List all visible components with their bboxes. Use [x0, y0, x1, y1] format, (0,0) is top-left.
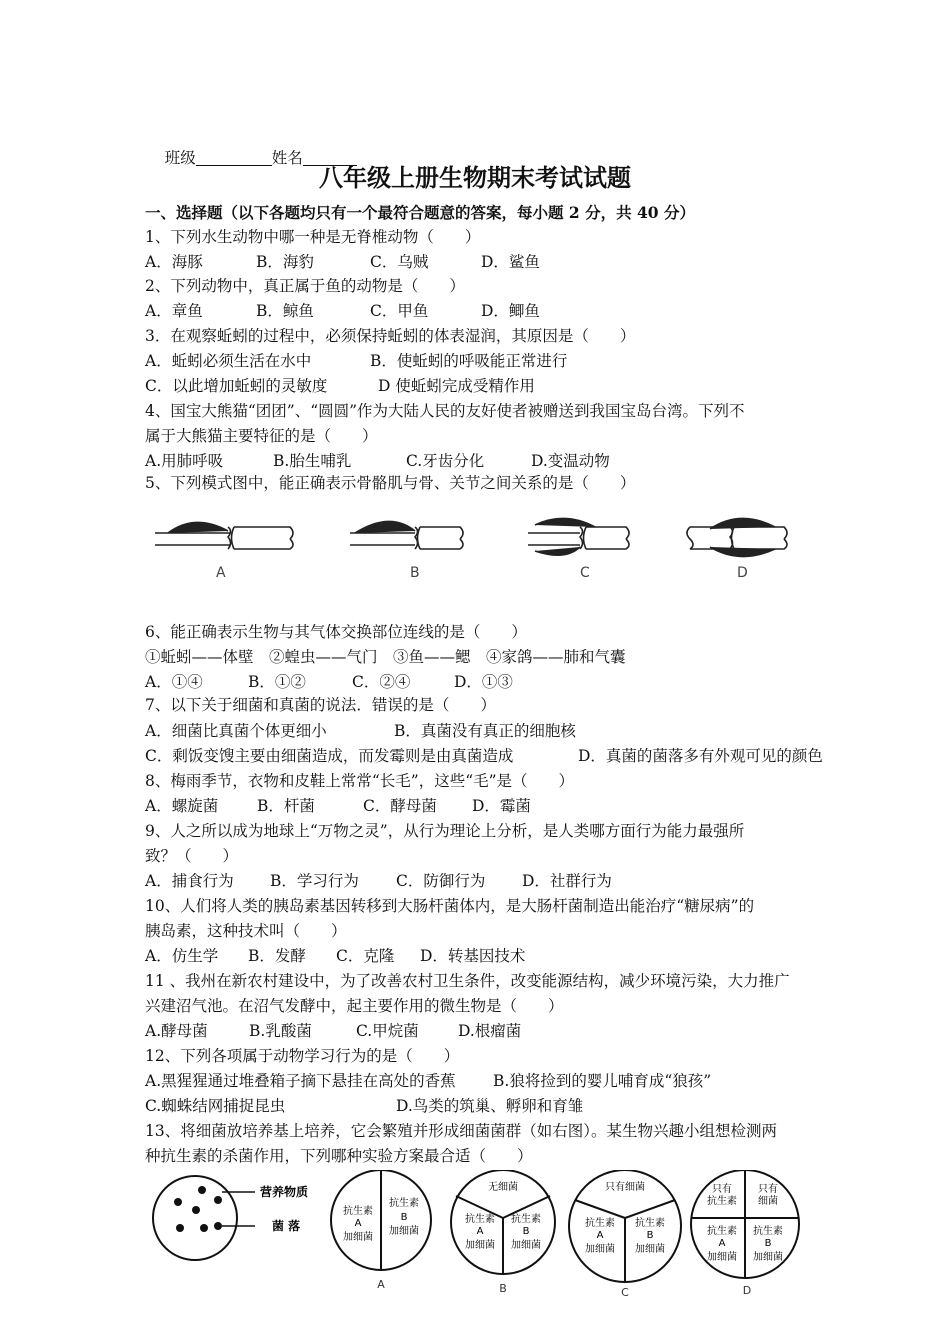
q2-option-c: C．甲鱼	[370, 302, 429, 320]
q2-option-a: A．章鱼	[145, 302, 203, 320]
q11-option-c: C.甲烷菌	[356, 1022, 419, 1040]
q3-stem: 3．在观察蚯蚓的过程中，必须保持蚯蚓的体表湿润，其原因是（ ）	[145, 327, 636, 345]
colony-label: 菌 落	[272, 1219, 301, 1233]
q7-option-d: D．真菌的菌落多有外观可见的颜色	[578, 747, 823, 765]
q12-stem: 12、下列各项属于动物学习行为的是（ ）	[145, 1047, 460, 1065]
svg-text:抗生素: 抗生素	[343, 1206, 373, 1217]
q13-label-a: A	[377, 1278, 385, 1291]
q10-option-b: B．发酵	[248, 947, 306, 965]
q1-option-c: C．乌贼	[370, 253, 429, 271]
svg-text:加细菌: 加细菌	[753, 1252, 783, 1263]
q11-stem-line1: 11 、我州在新农村建设中，为了改善农村卫生条件，改变能源结构，减少环境污染，大力推广	[145, 972, 790, 990]
svg-text:加细菌: 加细菌	[707, 1252, 737, 1263]
q6-pairs: ①蚯蚓——体壁 ②蝗虫——气门 ③鱼——鳃 ④家鸽——肺和气囊	[145, 648, 626, 666]
q6-stem: 6、能正确表示生物与其气体交换部位连线的是（ ）	[145, 623, 527, 641]
q9-stem-line1: 9、人之所以成为地球上“万物之灵”，从行为理论上分析，是人类哪方面行为能力最强所	[145, 822, 745, 840]
q12-option-b: B.狼将捡到的婴儿哺育成“狼孩”	[493, 1072, 712, 1090]
q5-figure	[150, 505, 810, 585]
q9-option-a: A．捕食行为	[145, 872, 234, 890]
q1-option-b: B．海豹	[256, 253, 314, 271]
q9-option-c: C．防御行为	[396, 872, 486, 890]
q6-option-c: C．②④	[352, 673, 411, 691]
q9-option-b: B．学习行为	[270, 872, 359, 890]
svg-text:B: B	[646, 1230, 654, 1241]
q6-option-d: D．①③	[454, 673, 513, 691]
q8-option-c: C．酵母菌	[363, 797, 437, 815]
q7-option-a: A．细菌比真菌个体更细小	[145, 722, 327, 740]
q3-option-c: C．以此增加蚯蚓的灵敏度	[145, 377, 328, 395]
q10-stem-line1: 10、人们将人类的胰岛素基因转移到大肠杆菌体内，是大肠杆菌制造出能治疗“糖尿病”的	[145, 897, 755, 915]
q11-option-a: A.酵母菌	[145, 1022, 208, 1040]
plate-c	[569, 1170, 681, 1282]
q10-option-c: C．克隆	[336, 947, 395, 965]
q2-option-b: B．鲸鱼	[256, 302, 314, 320]
svg-text:A: A	[718, 1238, 726, 1249]
q8-option-a: A．螺旋菌	[145, 797, 219, 815]
q4-option-d: D.变温动物	[531, 452, 610, 470]
plate-b	[451, 1170, 555, 1274]
q8-option-b: B．杆菌	[257, 797, 315, 815]
svg-text:A: A	[596, 1230, 604, 1241]
svg-text:抗生素: 抗生素	[511, 1214, 541, 1225]
q13-label-b: B	[499, 1282, 507, 1295]
name-label: 姓名	[271, 149, 303, 167]
q2-stem: 2、下列动物中，真正属于鱼的动物是（ ）	[145, 277, 465, 295]
q8-stem: 8、梅雨季节，衣物和皮鞋上常常“长毛”，这些“毛”是（ ）	[145, 772, 575, 790]
q5-stem: 5、下列模式图中，能正确表示骨骼肌与骨、关节之间关系的是（ ）	[145, 474, 636, 492]
q13-stem-line1: 13、将细菌放培养基上培养，它会繁殖并形成细菌菌群（如右图）。某生物兴趣小组想检测两	[145, 1122, 777, 1140]
q5-diagram-a	[155, 522, 293, 549]
q7-option-b: B．真菌没有真正的细胞核	[394, 722, 576, 740]
q5-diagram-d	[687, 518, 787, 556]
q12-option-c: C.蜘蛛结网捕捉昆虫	[145, 1097, 286, 1115]
svg-text:只有: 只有	[712, 1184, 732, 1195]
q5-diagram-b	[350, 521, 463, 549]
q1-option-d: D．鲨鱼	[481, 253, 540, 271]
svg-text:抗生素: 抗生素	[707, 1196, 737, 1207]
svg-text:A: A	[354, 1218, 362, 1229]
svg-text:无细菌: 无细菌	[488, 1182, 518, 1193]
q10-option-d: D．转基因技术	[420, 947, 526, 965]
q6-option-b: B．①②	[248, 673, 306, 691]
svg-text:加细菌: 加细菌	[465, 1240, 495, 1251]
svg-text:加细菌: 加细菌	[635, 1244, 665, 1255]
q3-option-a: A．蚯蚓必须生活在水中	[145, 352, 312, 370]
svg-text:细菌: 细菌	[758, 1196, 778, 1207]
q5-label-d: D	[737, 565, 748, 581]
q11-option-d: D.根瘤菌	[458, 1022, 522, 1040]
q3-option-b: B．使蚯蚓的呼吸能正常进行	[370, 352, 568, 370]
svg-text:抗生素: 抗生素	[635, 1218, 665, 1229]
q4-option-c: C.牙齿分化	[406, 452, 485, 470]
q2-option-d: D．鲫鱼	[481, 302, 540, 320]
svg-text:抗生素: 抗生素	[465, 1214, 495, 1225]
q4-option-b: B.胎生哺乳	[273, 452, 352, 470]
q4-stem-line1: 4、国宝大熊猫“团团”、“圆圆”作为大陆人民的友好使者被赠送到我国宝岛台湾。下列不	[145, 402, 745, 420]
q5-diagram-c	[528, 518, 629, 555]
q1-option-a: A．海豚	[145, 253, 203, 271]
q5-label-a: A	[216, 565, 226, 581]
q10-stem-line2: 胰岛素，这种技术叫（ ）	[145, 922, 347, 940]
svg-text:加细菌: 加细菌	[585, 1244, 615, 1255]
plate-a	[331, 1170, 431, 1270]
q12-option-d: D.鸟类的筑巢、孵卵和育雏	[396, 1097, 584, 1115]
q12-option-a: A.黑猩猩通过堆叠箱子摘下悬挂在高处的香蕉	[145, 1072, 456, 1090]
q1-stem: 1、下列水生动物中哪一种是无脊椎动物（ ）	[145, 228, 481, 246]
q6-option-a: A．①④	[145, 673, 203, 691]
svg-text:抗生素: 抗生素	[389, 1198, 419, 1209]
class-label: 班级	[164, 149, 196, 167]
culture-plate	[153, 1176, 308, 1260]
svg-text:加细菌: 加细菌	[511, 1240, 541, 1251]
svg-text:B: B	[400, 1212, 408, 1223]
svg-text:只有细菌: 只有细菌	[605, 1182, 645, 1193]
q13-stem-line2: 种抗生素的杀菌作用，下列哪种实验方案最合适（ ）	[145, 1147, 533, 1165]
q9-stem-line2: 致？（ ）	[145, 847, 239, 865]
section-heading: 一、选择题（以下各题均只有一个最符合题意的答案，每小题 2 分，共 40 分）	[145, 203, 695, 222]
q4-stem-line2: 属于大熊猫主要特征的是（ ）	[145, 427, 378, 445]
svg-text:B: B	[522, 1226, 530, 1237]
svg-text:加细菌: 加细菌	[389, 1226, 419, 1237]
q11-stem-line2: 兴建沼气池。在沼气发酵中，起主要作用的微生物是（ ）	[145, 997, 564, 1015]
plate-d	[691, 1170, 799, 1278]
svg-text:抗生素: 抗生素	[585, 1218, 615, 1229]
q8-option-d: D．霉菌	[472, 797, 531, 815]
svg-text:B: B	[764, 1238, 772, 1249]
q7-option-c: C．剩饭变馊主要由细菌造成，而发霉则是由真菌造成	[145, 747, 514, 765]
q7-stem: 7、以下关于细菌和真菌的说法．错误的是（ ）	[145, 696, 496, 714]
svg-text:A: A	[476, 1226, 484, 1237]
q10-option-a: A．仿生学	[145, 947, 219, 965]
nutrient-label: 营养物质	[260, 1185, 309, 1199]
svg-text:加细菌: 加细菌	[343, 1232, 373, 1243]
q13-label-c: C	[621, 1286, 629, 1299]
q4-option-a: A.用肺呼吸	[145, 452, 224, 470]
q5-label-b: B	[410, 565, 420, 581]
q3-option-d: D 使蚯蚓完成受精作用	[378, 377, 535, 395]
svg-text:抗生素: 抗生素	[753, 1226, 783, 1237]
q9-option-d: D．社群行为	[522, 872, 612, 890]
q11-option-b: B.乳酸菌	[249, 1022, 312, 1040]
svg-text:只有: 只有	[758, 1184, 778, 1195]
page-title: 八年级上册生物期末考试试题	[319, 164, 631, 192]
svg-text:抗生素: 抗生素	[707, 1226, 737, 1237]
q13-figure	[150, 1170, 810, 1330]
q13-label-d: D	[742, 1284, 752, 1297]
q5-label-c: C	[580, 565, 590, 581]
